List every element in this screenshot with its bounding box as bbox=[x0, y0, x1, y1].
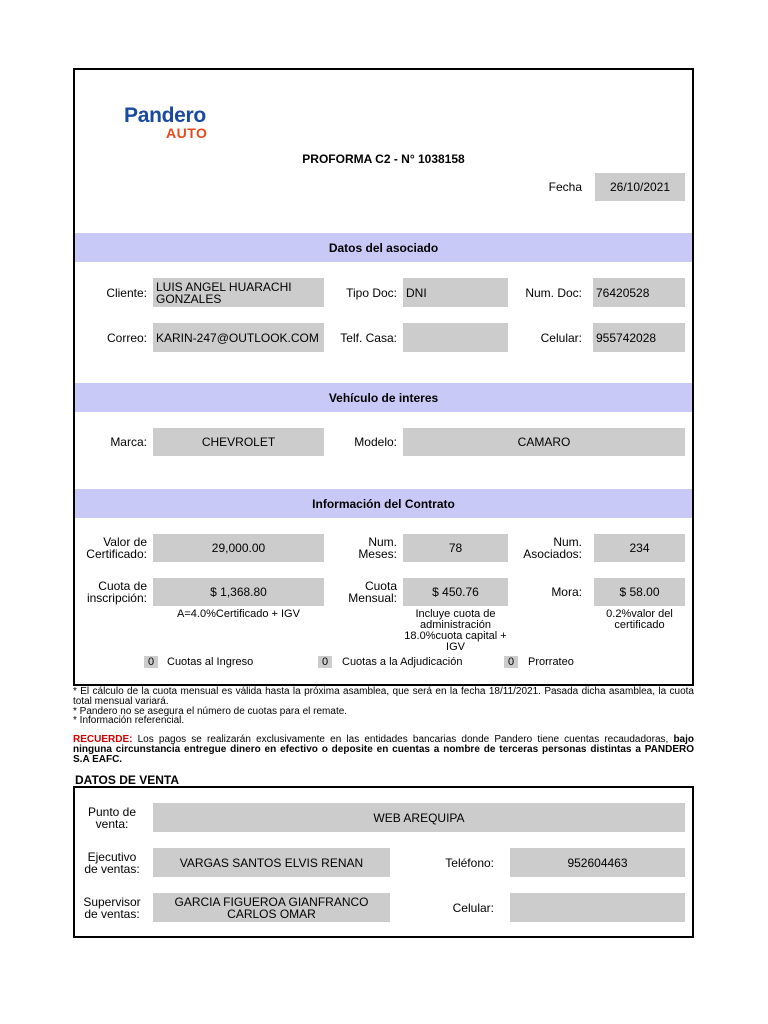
cliente-value: LUIS ANGEL HUARACHI GONZALES bbox=[153, 278, 324, 307]
page-title: PROFORMA C2 - N° 1038158 bbox=[302, 152, 465, 166]
cuotas-ingreso-label: Cuotas al Ingreso bbox=[167, 656, 254, 668]
tipo-doc-value: DNI bbox=[403, 278, 508, 307]
recuerde-label: RECUERDE: bbox=[73, 734, 133, 745]
cuotas-adjudicacion-value: 0 bbox=[318, 656, 332, 668]
recuerde-bold: bajo ninguna circunstancia entregue dinero en efectivo o deposite en cuentas a nombre de terceras personas distintas a PANDERO S.A EAFC. bbox=[73, 734, 694, 765]
mora-value: $ 58.00 bbox=[594, 578, 685, 606]
num-meses-value: 78 bbox=[403, 534, 508, 562]
ejecutivo-label: Ejecutivo de ventas: bbox=[84, 849, 140, 876]
telefono-value: 952604463 bbox=[510, 848, 685, 877]
cuotas-ingreso-value: 0 bbox=[144, 656, 158, 668]
telf-casa-value bbox=[403, 323, 508, 352]
num-doc-value: 76420528 bbox=[593, 278, 685, 307]
num-asociados-label: Num. Asociados: bbox=[523, 535, 582, 561]
correo-label: Correo: bbox=[106, 330, 147, 345]
num-meses-label: Num. Meses: bbox=[358, 535, 397, 561]
recuerde-text: Los pagos se realizarán exclusivamente en las entidades bancarias donde Pandero tiene cuentas recaudadoras, bbox=[132, 734, 674, 745]
valor-certificado-value: 29,000.00 bbox=[153, 534, 324, 562]
prorrateo-label: Prorrateo bbox=[528, 656, 574, 668]
pandero-logo: Pandero bbox=[124, 104, 206, 127]
mensual-note: Incluye cuota de administración 18.0%cuota capital + IGV bbox=[404, 608, 507, 653]
telf-casa-label: Telf. Casa: bbox=[340, 330, 397, 345]
pandero-logo-sub: AUTO bbox=[166, 125, 208, 141]
cuota-inscripcion-value: $ 1,368.80 bbox=[153, 578, 324, 606]
cuota-mensual-value: $ 450.76 bbox=[403, 578, 508, 606]
telefono-label: Teléfono: bbox=[445, 855, 494, 870]
section-datos-venta: DATOS DE VENTA bbox=[75, 773, 180, 787]
punto-venta-value: WEB AREQUIPA bbox=[153, 803, 685, 832]
mora-label: Mora: bbox=[551, 585, 582, 599]
footnote-cuota: * El cálculo de la cuota mensual es válida hasta la próxima asamblea, que será en la fecha 18/11/2021. Pasada dicha asamblea, la cuota total mensual variará. bbox=[73, 686, 694, 707]
celular-label: Celular: bbox=[540, 330, 582, 345]
inscripcion-note: A=4.0%Certificado + IGV bbox=[177, 608, 300, 620]
footnote-remate: * Pandero no se asegura el número de cuotas para el remate. bbox=[73, 706, 348, 717]
section-vehiculo: Vehículo de interes bbox=[75, 383, 692, 412]
ejecutivo-value: VARGAS SANTOS ELVIS RENAN bbox=[153, 848, 390, 877]
punto-venta-label: Punto de venta: bbox=[87, 804, 137, 831]
modelo-value: CAMARO bbox=[403, 428, 685, 456]
mora-note: 0.2%valor del certificado bbox=[606, 608, 673, 631]
tipo-doc-label: Tipo Doc: bbox=[346, 285, 397, 300]
cliente-label: Cliente: bbox=[106, 285, 147, 300]
supervisor-value: GARCIA FIGUEROA GIANFRANCO CARLOS OMAR bbox=[153, 893, 390, 922]
modelo-label: Modelo: bbox=[354, 435, 397, 449]
marca-value: CHEVROLET bbox=[153, 428, 324, 456]
celular-value: 955742028 bbox=[593, 323, 685, 352]
cuotas-adjudicacion-label: Cuotas a la Adjudicación bbox=[342, 656, 463, 668]
marca-label: Marca: bbox=[110, 435, 147, 449]
cuota-mensual-label: Cuota Mensual: bbox=[348, 579, 397, 605]
fecha-label: Fecha bbox=[548, 180, 582, 194]
section-contrato: Información del Contrato bbox=[75, 489, 692, 518]
valor-certificado-label: Valor de Certificado: bbox=[86, 535, 147, 561]
footnote-referencial: * Información referencial. bbox=[73, 715, 185, 726]
correo-value: KARIN-247@OUTLOOK.COM bbox=[153, 323, 324, 352]
supervisor-label: Supervisor de ventas: bbox=[83, 894, 141, 921]
num-asociados-value: 234 bbox=[594, 534, 685, 562]
section-datos-asociado: Datos del asociado bbox=[75, 233, 692, 262]
venta-celular-label: Celular: bbox=[452, 900, 494, 915]
cuota-inscripcion-label: Cuota de inscripción: bbox=[86, 579, 147, 605]
fecha-value: 26/10/2021 bbox=[595, 173, 685, 201]
num-doc-label: Num. Doc: bbox=[525, 285, 582, 300]
recuerde-notice bbox=[73, 735, 694, 765]
prorrateo-value: 0 bbox=[504, 656, 518, 668]
venta-celular-value bbox=[510, 893, 685, 922]
